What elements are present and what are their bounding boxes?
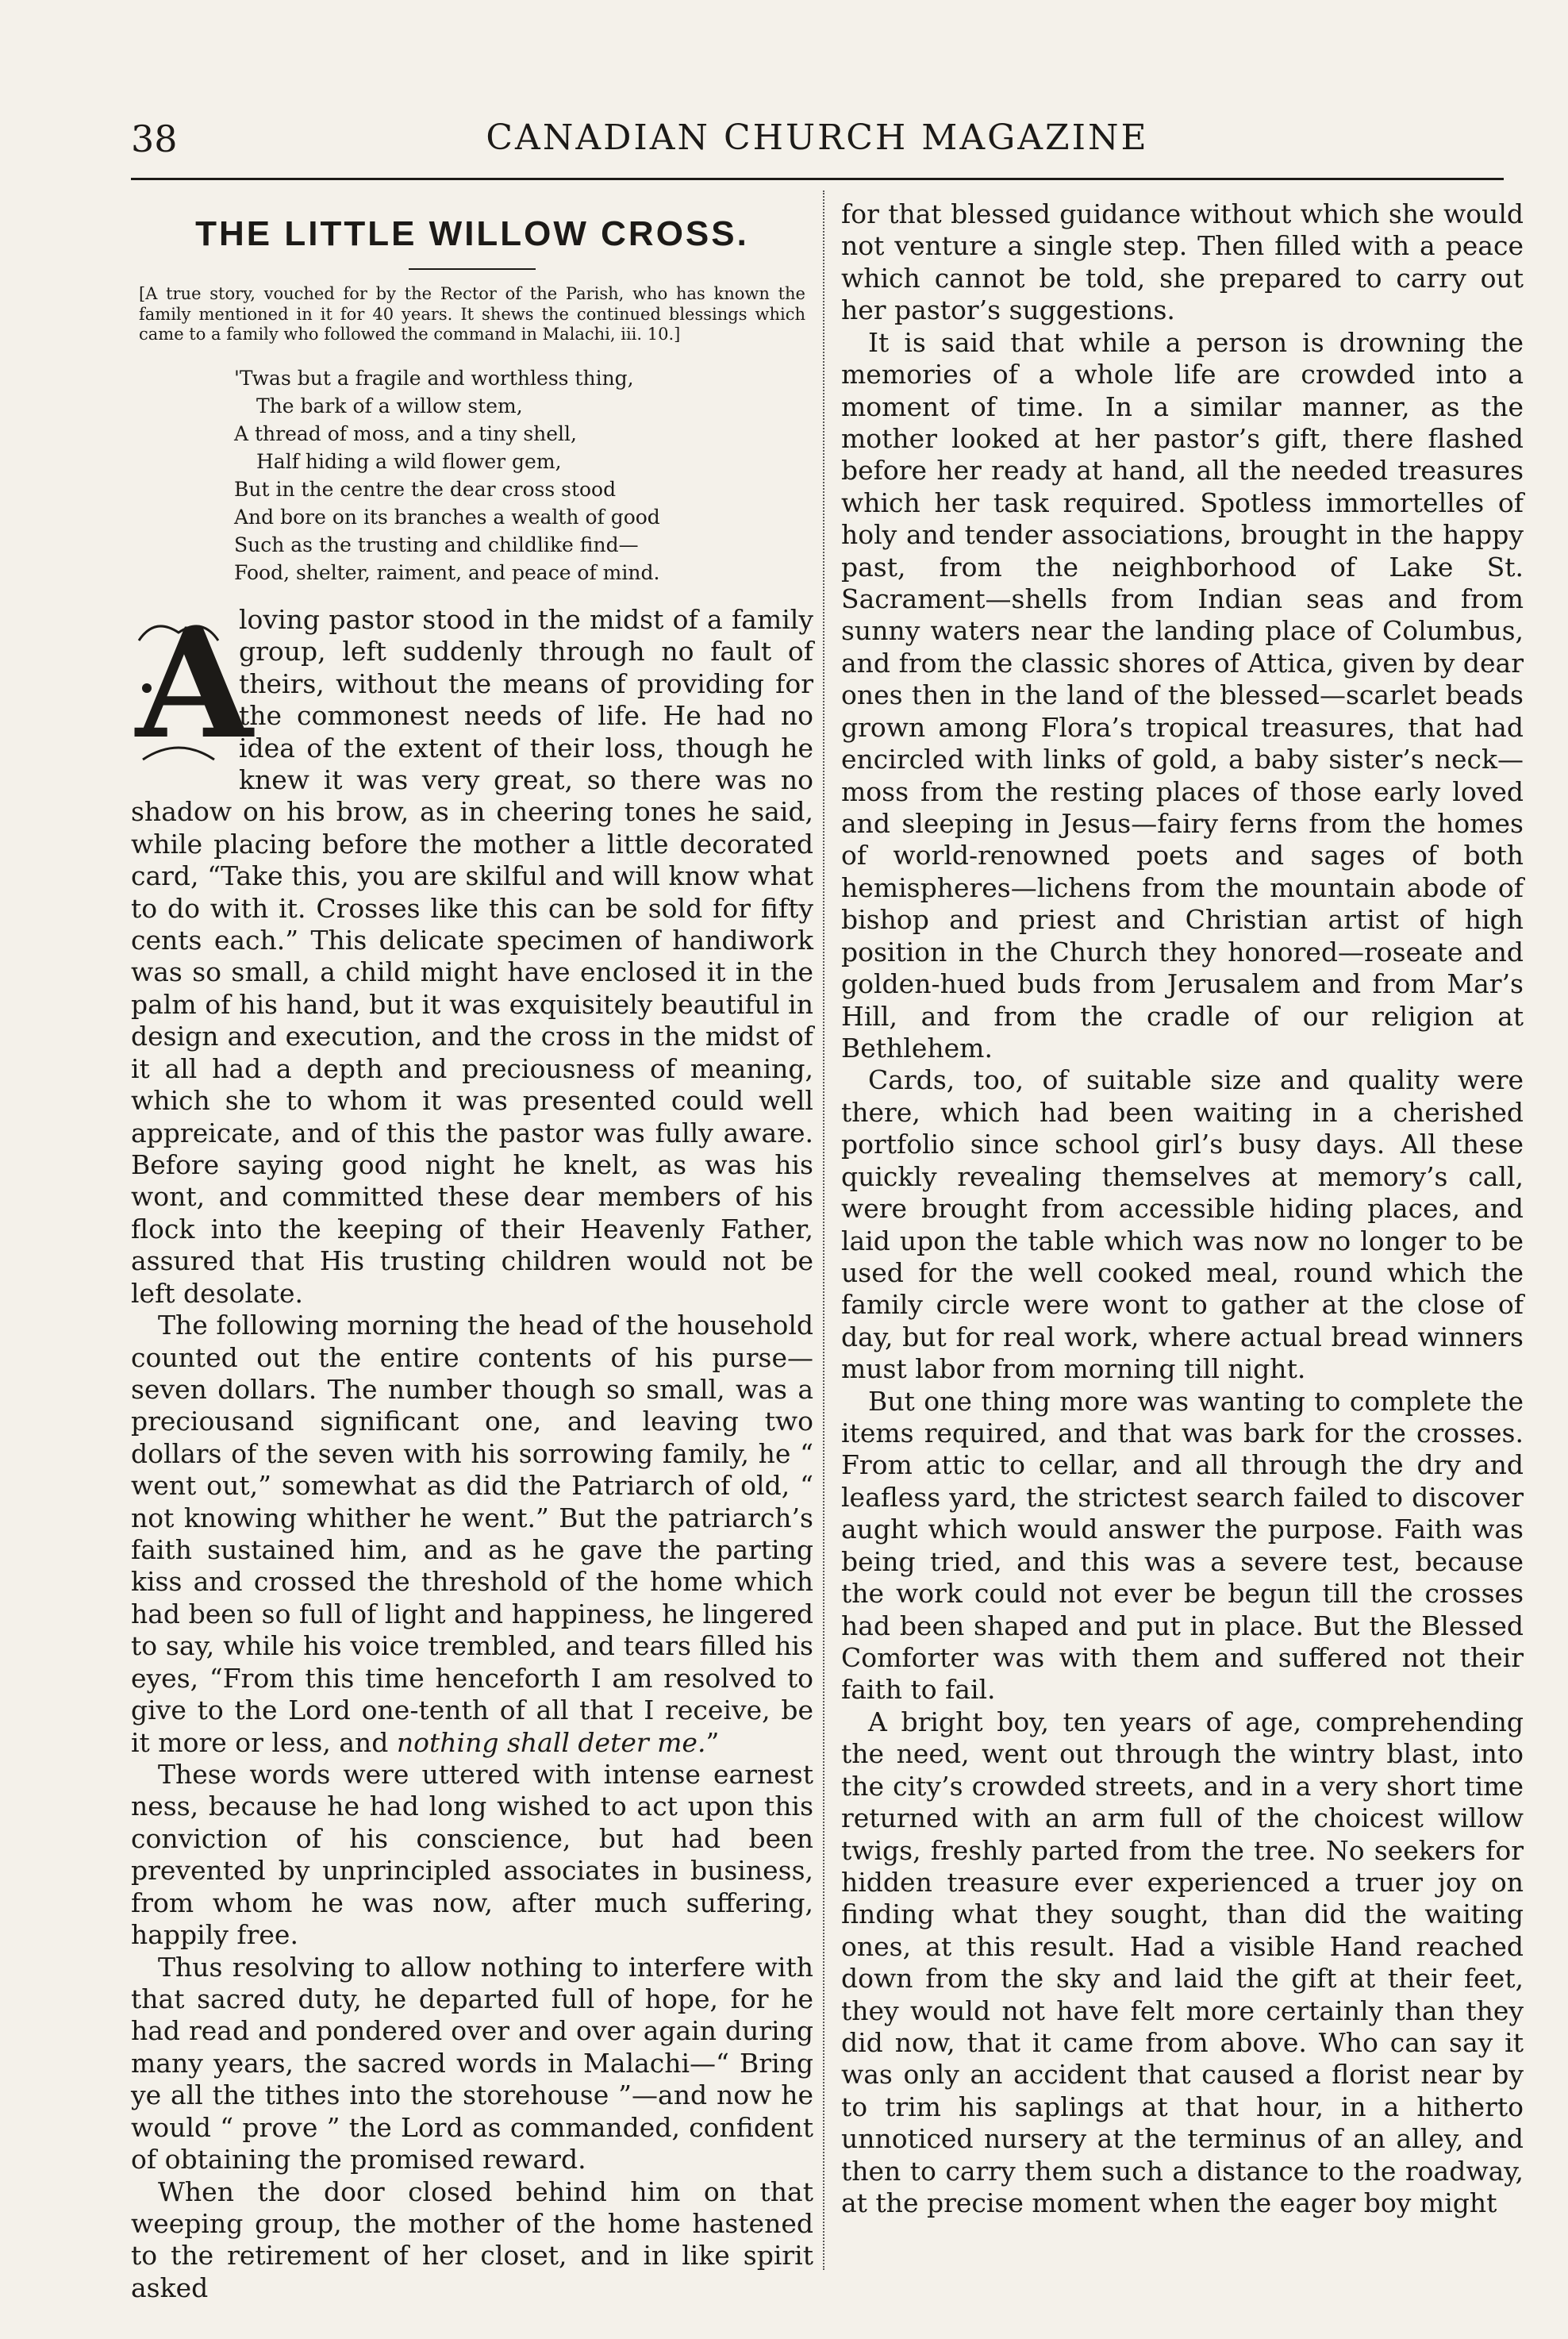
poem-line: A thread of moss, and a tiny shell, (234, 421, 577, 445)
closing-quote: ” (705, 1726, 720, 1758)
emphasis-text: nothing shall deter me. (396, 1726, 706, 1758)
body-paragraph: When the door closed behind him on that weeping group, the mother of the home hastened to the retirement of her closet, and in like spirit asked (131, 2176, 813, 2303)
right-column (841, 198, 1524, 2220)
poem (234, 364, 813, 587)
poem-line: The bark of a willow stem, (256, 394, 523, 417)
poem-line: And bore on its branches a wealth of good (234, 505, 660, 529)
body-paragraph: It is said that while a person is drowning the memories of a whole life are crowded into a moment of time. In a similar manner, as the mother looked at her pastor’s gift, there flashed before her ready at hand, all the needed treasures which her task required. Spotless immortelles of holy and tender associations, brought in the happy past, from the neighborhood of Lake St. Sacrament—shells from Indian seas and from sunny waters near the landing place of Columbus, and from the classic shores of Attica, given by dear ones then in the land of the blessed—scarlet beads grown among Flora’s tropical treasures, that had encircled with links of gold, a baby sister’s neck—moss from the resting places of those early loved and sleeping in Jesus—fairy ferns from the homes of world-renowned poets and sages of both hemispheres—lichens from the mountain abode of bishop and priest and Christian artist of high position in the Church they honored—roseate and golden-hued buds from Jerusalem and from Mar’s Hill, and from the cradle of our religion at Bethlehem. (841, 326, 1524, 1064)
page-header (131, 111, 1504, 175)
paragraph-text: The following morning the head of the household counted out the entire contents of his purse—seven dollars. The number though so small, was a preciousand significant one, and leaving two dollars of the seven with his sorrowing family, he “ went out,” somewhat as did the Patriarch of old, “ not knowing whither he went.” But the patriarch’s faith sustained him, and as he gave the parting kiss and crossed the threshold of the home which had been so full of light and happiness, he lingered to say, while his voice trembled, and tears filled his eyes, “From this time henceforth I am resolved to give to the Lord one-tenth of all that I receive, be it more or less, and (131, 1310, 813, 1758)
body-paragraph: Thus resolving to allow nothing to interfere with that sacred duty, he departed full of hope, for he had read and pondered over and over again during many years, the sacred words in Malachi—“ Bring ye all the tithes into the storehouse ”—and now he would “ prove ” the Lord as commanded, confident of obtaining the promised reward. (131, 1951, 813, 2176)
poem-line: 'Twas but a fragile and worthless thing, (234, 366, 634, 390)
body-paragraph: But one thing more was wanting to complete the items required, and that was bark for the crosses. From attic to cellar, and all through the dry and leafless yard, the strictest search failed to discover aught which would answer the purpose. Faith was being tried, and this was a severe test, because the work could not ever be begun till the crosses had been shaped and put in place. But the Blessed Comforter was with them and suffered not their faith to fail. (841, 1385, 1524, 1706)
body-paragraph (131, 1310, 813, 1759)
paragraph-text: loving pastor stood in the midst of a family group, left suddenly through no fault of theirs, without the means of providing for the commonest needs of life. He had no idea of the extent of their loss, though he knew it was very great, so there was no shadow on his brow, as in cheering tones he said, while placing before the mother a little decorated card, “Take this, you are skilful and will know what to do with it. Crosses like this can be sold for fifty cents each.” This delicate specimen of handiwork was so small, a child might have enclosed it in the palm of his hand, but it was exquisitely beautiful in design and execution, and the cross in the midst of it all had a depth and preciousness of meaning, which she to whom it was presented could well appreicate, and of this the pastor was fully aware. Before saying good night he knelt, as was his wont, and committed these dear members of his flock into the keeping of their Heavenly Father, assured that His trusting children would not be left desolate. (131, 603, 813, 1309)
body-paragraph: Cards, too, of suitable size and quality were there, which had been waiting in a cherished portfolio since school girl’s busy days. All these quickly revealing themselves at memory’s call, were brought from accessible hiding places, and laid upon the table which was now no longer to be used for the well cooked meal, round which the family circle were wont to gather at the close of day, but for real work, where actual bread winners must labor from morning till night. (841, 1064, 1524, 1385)
drop-cap (131, 594, 253, 772)
left-column (131, 198, 813, 2304)
page-number: 38 (131, 117, 178, 160)
poem-line: Half hiding a wild flower gem, (256, 449, 562, 473)
column-divider (823, 190, 824, 2270)
editor-note: [A true story, vouched for by the Rector of the Parish, who has known the family mentioned in it for 40 years. It shews the continued blessings which came to a family who followed the command in Malachi, iii. 10.] (139, 284, 805, 344)
poem-line: Such as the trusting and childlike find— (234, 533, 639, 556)
magazine-title: CANADIAN CHURCH MAGAZINE (486, 117, 1149, 158)
body-paragraph: for that blessed guidance without which she would not venture a single step. Then filled with a peace which cannot be told, she prepared to carry out her pastor’s suggestions. (841, 198, 1524, 326)
title-rule (409, 268, 536, 270)
poem-line: But in the centre the dear cross stood (234, 477, 617, 501)
body-paragraph: These words were uttered with intense earnest ness, because he had long wished to act upon this conviction of his conscience, but had been prevented by unprincipled associates in business, from whom he was now, after much suffering, happily free. (131, 1759, 813, 1951)
drop-cap-letter: A (136, 594, 253, 772)
body-paragraph (131, 594, 813, 1310)
article-title: THE LITTLE WILLOW CROSS. (195, 214, 749, 253)
body-paragraph: A bright boy, ten years of age, comprehending the need, went out through the wintry blast, into the city’s crowded streets, and in a very short time returned with an arm full of the choicest willow twigs, freshly parted from the tree. No seekers for hidden treasure ever experienced a truer joy on finding what they sought, than did the waiting ones, at this result. Had a visible Hand reached down from the sky and laid the gift at their feet, they would not have felt more certainly than they did now, that it came from above. Who can say it was only an accident that caused a florist near by to trim his saplings at that hour, in a hitherto unnoticed nursery at the terminus of an alley, and then to carry them such a distance to the roadway, at the precise moment when the eager boy might (841, 1706, 1524, 2219)
header-rule (131, 178, 1504, 180)
poem-line: Food, shelter, raiment, and peace of mind. (234, 560, 660, 584)
